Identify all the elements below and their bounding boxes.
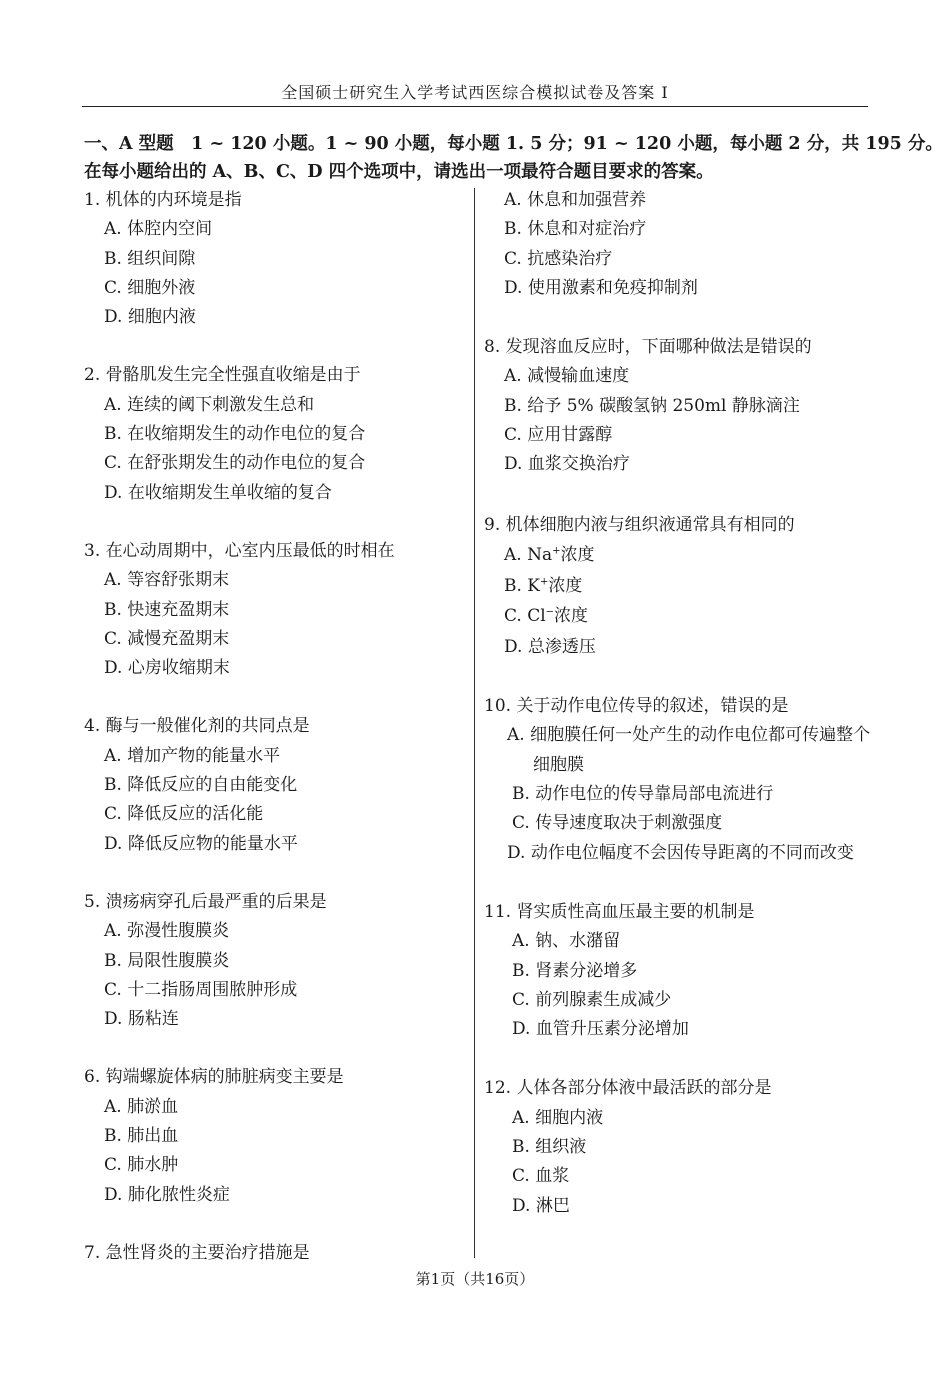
option: D. 血管升压素分泌增加 (512, 1019, 689, 1040)
question-12 (484, 1074, 874, 1220)
option: B. 组织间隙 (104, 248, 196, 269)
question-stem: 8. 发现溶血反应时，下面哪种做法是错误的 (484, 337, 812, 358)
question-stem: 10. 关于动作电位传导的叙述，错误的是 (484, 696, 789, 717)
option (484, 540, 874, 571)
question-4 (84, 712, 459, 858)
left-column (84, 186, 459, 1268)
superscript: + (552, 545, 561, 557)
question-7 (84, 1239, 459, 1268)
option: D. 肠粘连 (104, 1009, 179, 1030)
option: C. 十二指肠周围脓肿形成 (104, 979, 298, 1000)
superscript: − (545, 606, 555, 618)
option: A. 等容舒张期末 (104, 570, 230, 591)
option: D. 肺化脓性炎症 (104, 1184, 230, 1205)
question-1 (84, 186, 459, 332)
question-11 (484, 898, 874, 1044)
option: B. 组织液 (512, 1137, 587, 1158)
question-5 (84, 888, 459, 1034)
superscript: + (540, 576, 549, 588)
page-header: 全国硕士研究生入学考试西医综合模拟试卷及答案 I (281, 83, 669, 102)
option: D. 心房收缩期末 (104, 658, 230, 679)
option: D. 在收缩期发生单收缩的复合 (104, 482, 332, 503)
option: C. 应用甘露醇 (504, 425, 613, 446)
option: A. 钠、水潴留 (512, 931, 621, 952)
option: B. 给予 5% 碳酸氢钠 250ml 静脉滴注 (504, 395, 800, 416)
option: B. 肾素分泌增多 (512, 960, 638, 981)
option: C. 肺水肿 (104, 1155, 179, 1176)
question-stem: 5. 溃疡病穿孔后最严重的后果是 (84, 891, 327, 912)
option: B. 在收缩期发生的动作电位的复合 (104, 424, 366, 445)
option: A. 减慢输血速度 (504, 366, 630, 387)
option (484, 571, 874, 602)
question-9 (484, 510, 874, 663)
question-stem: 11. 肾实质性高血压最主要的机制是 (484, 901, 755, 922)
option: A. 细胞膜任何一处产生的动作电位都可传遍整个细胞膜 (507, 725, 871, 775)
option-label: B. K (504, 575, 541, 596)
option: C. 细胞外液 (104, 277, 196, 298)
option: A. 细胞内液 (512, 1107, 604, 1128)
option: C. 抗感染治疗 (504, 248, 613, 269)
option: B. 休息和对症治疗 (504, 219, 647, 240)
option: C. 前列腺素生成减少 (512, 989, 672, 1010)
question-2 (84, 361, 459, 507)
header-rule (82, 106, 868, 107)
question-stem: 9. 机体细胞内液与组织液通常具有相同的 (484, 514, 795, 535)
question-3 (84, 537, 459, 683)
option: D. 动作电位幅度不会因传导距离的不同而改变 (507, 842, 854, 863)
option: D. 降低反应物的能量水平 (104, 833, 298, 854)
page-number: 第1页（共16页） (415, 1270, 535, 1288)
question-10 (484, 692, 874, 868)
option: C. 传导速度取决于刺激强度 (512, 813, 723, 834)
column-divider (474, 188, 475, 1258)
intro-line-1: 一、A 型题 1 ~ 120 小题。1 ~ 90 小题，每小题 1. 5 分；91 ~ 120 小题，每小题 2 分，共 195 分。 (84, 134, 943, 154)
option-suffix: 浓度 (560, 545, 595, 566)
option-label: A. Na (504, 545, 553, 566)
question-stem: 12. 人体各部分体液中最活跃的部分是 (484, 1078, 772, 1099)
option: B. 动作电位的传导靠局部电流进行 (512, 784, 774, 805)
option: A. 弥漫性腹膜炎 (104, 921, 230, 942)
option (484, 601, 874, 632)
option: A. 连续的阈下刺激发生总和 (104, 394, 315, 415)
intro-line-2: 在每小题给出的 A、B、C、D 四个选项中，请选出一项最符合题目要求的答案。 (84, 162, 714, 182)
option-label: C. Cl (504, 606, 546, 627)
option: C. 血浆 (512, 1166, 570, 1187)
section-intro (84, 130, 943, 186)
option: A. 体腔内空间 (104, 219, 213, 240)
question-7-options (484, 186, 874, 303)
question-stem: 6. 钩端螺旋体病的肺脏病变主要是 (84, 1067, 344, 1088)
right-column (484, 186, 874, 1221)
option: D. 血浆交换治疗 (504, 454, 630, 475)
option: C. 在舒张期发生的动作电位的复合 (104, 453, 366, 474)
question-stem: 7. 急性肾炎的主要治疗措施是 (84, 1242, 310, 1263)
question-stem: 3. 在心动周期中，心室内压最低的时相在 (84, 540, 395, 561)
question-stem: 4. 酶与一般催化剂的共同点是 (84, 716, 310, 737)
option: B. 局限性腹膜炎 (104, 950, 230, 971)
question-8 (484, 333, 874, 479)
option: D. 总渗透压 (504, 636, 596, 657)
option: C. 降低反应的活化能 (104, 804, 264, 825)
option: A. 增加产物的能量水平 (104, 745, 281, 766)
option: C. 减慢充盈期末 (104, 628, 230, 649)
option-suffix: 浓度 (554, 606, 589, 627)
option: D. 淋巴 (512, 1195, 570, 1216)
option: B. 降低反应的自由能变化 (104, 775, 298, 796)
option: A. 休息和加强营养 (504, 190, 647, 210)
question-stem: 2. 骨骼肌发生完全性强直收缩是由于 (84, 365, 361, 386)
question-stem: 1. 机体的内环境是指 (84, 190, 242, 210)
option: D. 细胞内液 (104, 307, 196, 328)
option: D. 使用激素和免疫抑制剂 (504, 277, 698, 298)
question-6 (84, 1063, 459, 1209)
option: A. 肺淤血 (104, 1096, 179, 1117)
option: B. 快速充盈期末 (104, 599, 230, 620)
option-suffix: 浓度 (548, 575, 583, 596)
option: B. 肺出血 (104, 1126, 179, 1147)
